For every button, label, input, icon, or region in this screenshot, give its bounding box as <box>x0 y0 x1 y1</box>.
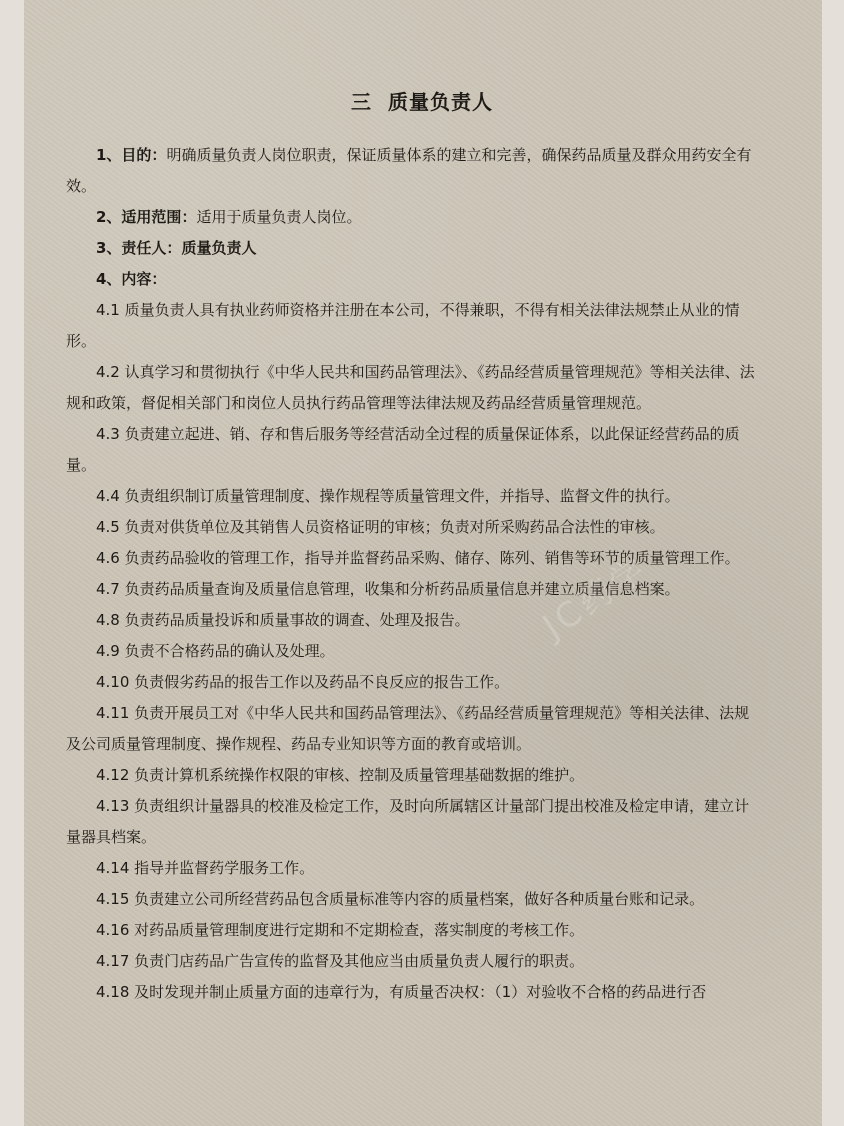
section-content-label: 4、内容： <box>96 270 167 288</box>
item-4-11: 4.11 负责开展员工对《中华人民共和国药品管理法》、《药品经营质量管理规范》等相关法律、法规及公司质量管理制度、操作规程、药品专业知识等方面的教育或培训。 <box>66 704 750 753</box>
section-content <box>66 264 756 295</box>
page-title: 三 质量负责人 <box>351 90 493 114</box>
item-4-7: 4.7 负责药品质量查询及质量信息管理，收集和分析药品质量信息并建立质量信息档案。 <box>96 580 680 598</box>
section-responsible-label: 3、责任人： <box>96 239 182 257</box>
section-purpose-text: 明确质量负责人岗位职责，保证质量体系的建立和完善，确保药品质量及群众用药安全有效。 <box>66 146 752 195</box>
item-4-8: 4.8 负责药品质量投诉和质量事故的调查、处理及报告。 <box>96 611 470 629</box>
right-margin-strip <box>822 0 844 1126</box>
section-responsible-text: 质量负责人 <box>181 239 257 257</box>
item-4-3: 4.3 负责建立起进、销、存和售后服务等经营活动全过程的质量保证体系，以此保证经营药品的质量。 <box>66 425 740 474</box>
item-4-14: 4.14 指导并监督药学服务工作。 <box>96 859 315 877</box>
item-4-9: 4.9 负责不合格药品的确认及处理。 <box>96 642 335 660</box>
section-scope-text: 适用于质量负责人岗位。 <box>196 208 362 226</box>
item-4-13: 4.13 负责组织计量器具的校准及检定工作，及时向所属辖区计量部门提出校准及检定申请，建立计量器具档案。 <box>66 797 750 846</box>
section-purpose <box>66 140 756 202</box>
section-scope-label: 2、适用范围： <box>96 208 197 226</box>
item-4-10: 4.10 负责假劣药品的报告工作以及药品不良反应的报告工作。 <box>96 673 510 691</box>
item-4-1: 4.1 质量负责人具有执业药师资格并注册在本公司，不得兼职，不得有相关法律法规禁止从业的情形。 <box>66 301 740 350</box>
item-4-4: 4.4 负责组织制订质量管理制度、操作规程等质量管理文件，并指导、监督文件的执行。 <box>96 487 680 505</box>
section-responsible <box>66 233 756 264</box>
item-4-18: 4.18 及时发现并制止质量方面的违章行为，有质量否决权：（1）对验收不合格的药品进行否 <box>96 983 707 1001</box>
item-4-5: 4.5 负责对供货单位及其销售人员资格证明的审核；负责对所采购药品合法性的审核。 <box>96 518 665 536</box>
left-margin-strip <box>0 0 24 1126</box>
item-4-17: 4.17 负责门店药品广告宣传的监督及其他应当由质量负责人履行的职责。 <box>96 952 585 970</box>
section-scope <box>66 202 756 233</box>
section-purpose-label: 1、目的： <box>96 146 167 164</box>
item-4-2: 4.2 认真学习和贯彻执行《中华人民共和国药品管理法》、《药品经营质量管理规范》等相关法律、法规和政策，督促相关部门和岗位人员执行药品管理等法律法规及药品经营质量管理规范。 <box>66 363 755 412</box>
item-4-15: 4.15 负责建立公司所经营药品包含质量标准等内容的质量档案，做好各种质量台账和记录。 <box>96 890 705 908</box>
item-4-12: 4.12 负责计算机系统操作权限的审核、控制及质量管理基础数据的维护。 <box>96 766 585 784</box>
watermark: JC药学 <box>535 547 656 647</box>
document-body <box>66 140 756 1008</box>
item-4-6: 4.6 负责药品验收的管理工作，指导并监督药品采购、储存、陈列、销售等环节的质量管理工作。 <box>96 549 740 567</box>
item-4-16: 4.16 对药品质量管理制度进行定期和不定期检查，落实制度的考核工作。 <box>96 921 585 939</box>
